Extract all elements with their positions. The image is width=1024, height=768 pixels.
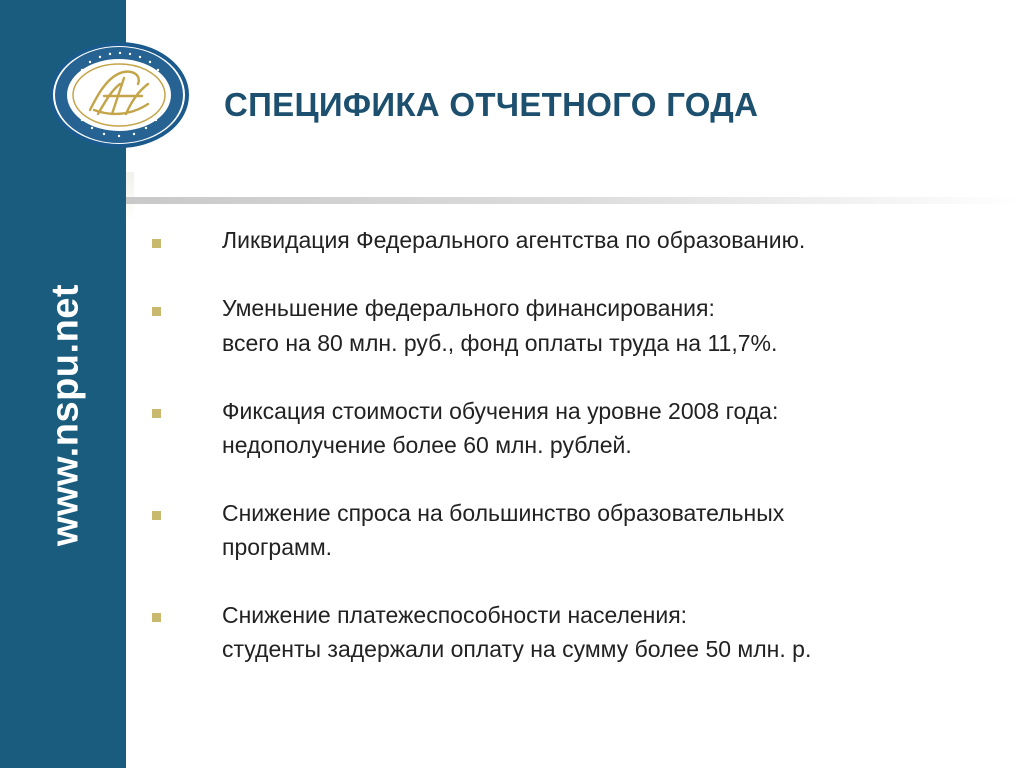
bullet-marker [152,409,161,418]
item-5-line-1: Снижение платежеспособности населения: [222,602,688,628]
item-3-line-1: Фиксация стоимости обучения на уровне 2008 года: [222,398,779,424]
item-4-line-1: Снижение спроса на большинство образовательных [222,500,785,526]
item-1-line-1: Ликвидация Федерального агентства по образованию. [222,227,806,253]
item-2-line-1: Уменьшение федерального финансирования: [222,295,715,321]
title-divider [126,197,1024,204]
item-2-line-2: всего на 80 млн. руб., фонд оплаты труда на 11,7%. [222,330,778,356]
university-logo [46,40,192,150]
bullet-marker [152,239,161,248]
item-5-line-2: студенты задержали оплату на сумму более 50 млн. р. [222,636,812,662]
item-4-line-2: программ. [222,534,333,560]
page-title: СПЕЦИФИКА ОТЧЕТНОГО ГОДА [224,86,759,123]
bullet-marker [152,307,161,316]
site-url[interactable]: www.nspu.net [44,283,87,547]
bullet-marker [152,613,161,622]
bullet-marker [152,511,161,520]
item-3-line-2: недополучение более 60 млн. рублей. [222,432,632,458]
